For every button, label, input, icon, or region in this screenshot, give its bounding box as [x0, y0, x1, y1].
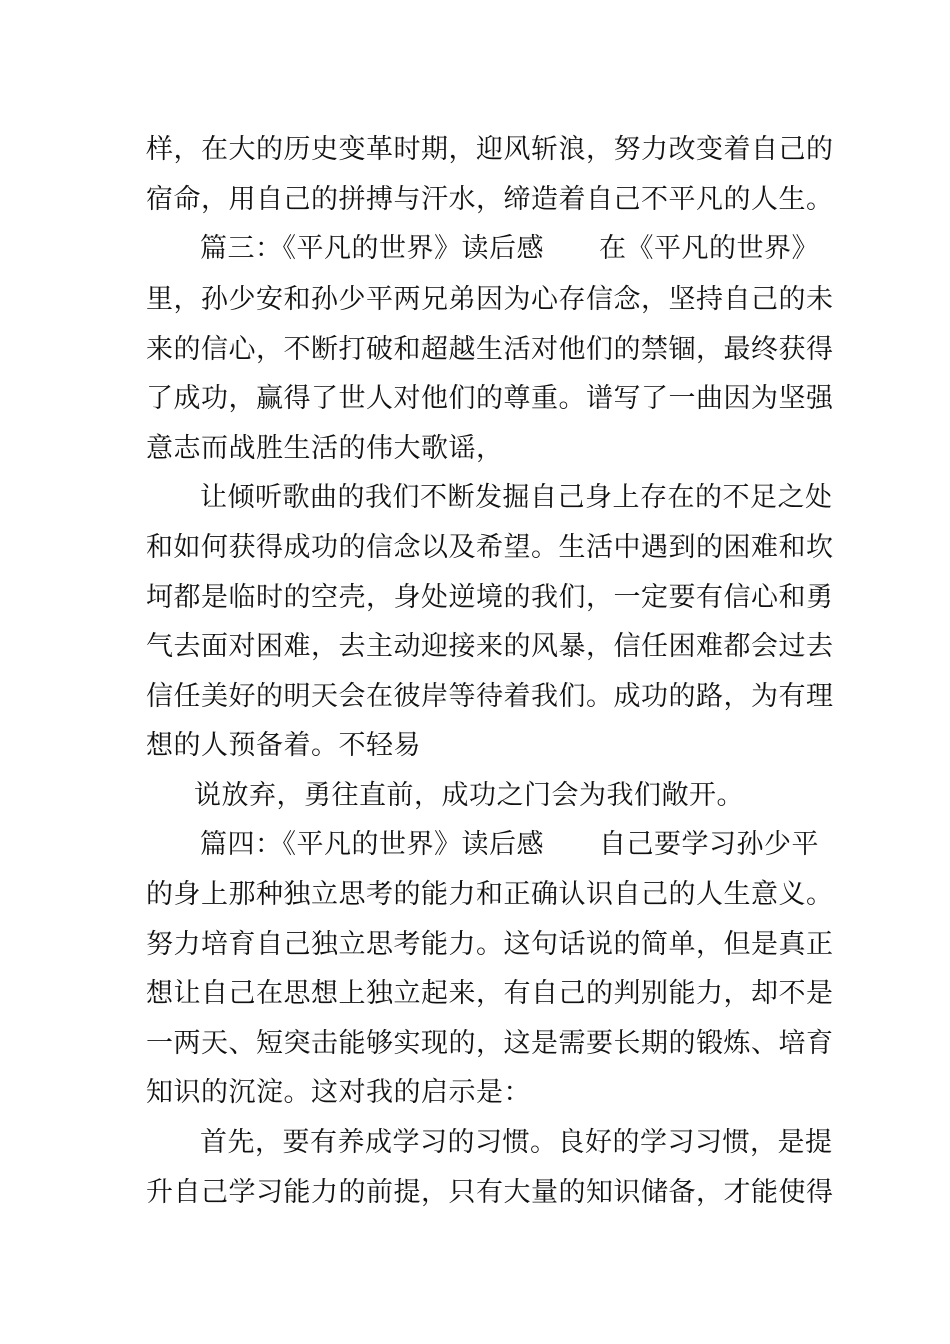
text-line: 来的信心，不断打破和超越生活对他们的禁锢，最终获得: [146, 334, 834, 365]
text-line: 坷都是临时的空壳，身处逆境的我们，一定要有信心和勇: [146, 582, 834, 613]
text-line: 宿命，用自己的拼搏与汗水，缔造着自己不平凡的人生。: [146, 184, 834, 215]
text-line: 的身上那种独立思考的能力和正确认识自己的人生意义。: [146, 879, 834, 910]
text-line: 升自己学习能力的前提，只有大量的知识储备，才能使得: [146, 1177, 834, 1208]
section-heading-line: 篇三：《平凡的世界》读后感 在《平凡的世界》: [200, 233, 819, 264]
text-line: 首先，要有养成学习的习惯。良好的学习习惯，是提: [200, 1127, 833, 1158]
text-line: 想的人预备着。不轻易: [146, 730, 421, 761]
text-line: 努力培育自己独立思考能力。这句话说的简单，但是真正: [146, 929, 834, 960]
text-line: 知识的沉淀。这对我的启示是：: [146, 1077, 531, 1108]
text-line: 气去面对困难，去主动迎接来的风暴，信任困难都会过去: [146, 631, 834, 662]
text-line: 意志而战胜生活的伟大歌谣，: [146, 433, 504, 464]
text-line: 想让自己在思想上独立起来，有自己的判别能力，却不是: [146, 978, 834, 1009]
text-line: 里，孙少安和孙少平两兄弟因为心存信念，坚持自己的未: [146, 284, 834, 315]
text-line: 信任美好的明天会在彼岸等待着我们。成功的路，为有理: [146, 681, 834, 712]
section-heading-line: 篇四：《平凡的世界》读后感 自己要学习孙少平: [200, 829, 819, 860]
text-line: 和如何获得成功的信念以及希望。生活中遇到的困难和坎: [146, 532, 834, 563]
text-line: 一两天、短突击能够实现的，这是需要长期的锻炼、培育: [146, 1028, 834, 1059]
text-line: 让倾听歌曲的我们不断发掘自己身上存在的不足之处: [200, 482, 833, 513]
text-line: 说放弃，勇往直前，成功之门会为我们敞开。: [194, 780, 744, 811]
text-line: 了成功，赢得了世人对他们的尊重。谱写了一曲因为坚强: [146, 383, 834, 414]
text-line: 样，在大的历史变革时期，迎风斩浪，努力改变着自己的: [146, 134, 834, 165]
